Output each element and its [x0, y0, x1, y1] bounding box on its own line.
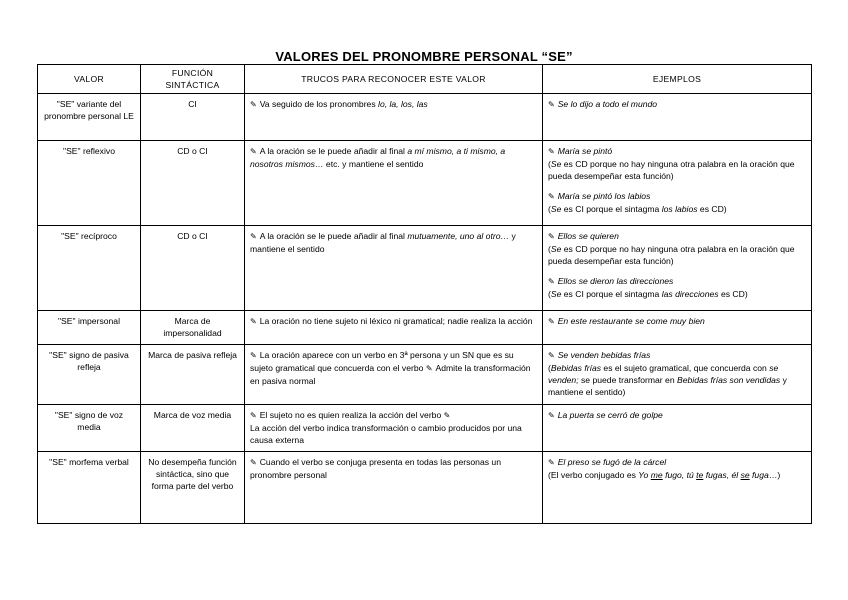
- cell-valor: "SE" signo de pasiva refleja: [38, 345, 141, 405]
- cell-valor: "SE" reflexivo: [38, 141, 141, 226]
- page-title: VALORES DEL PRONOMBRE PERSONAL “SE”: [275, 49, 573, 64]
- cell-funcion: CD o CI: [141, 141, 245, 226]
- header-ejemplos: EJEMPLOS: [543, 65, 812, 94]
- cell-valor: "SE" recíproco: [38, 226, 141, 311]
- cell-ejemplos: ✎ El preso se fugó de la cárcel (El verbo conjugado es Yo me fugo, tú te fugas, él se fuga…): [543, 452, 812, 524]
- cell-valor: "SE" signo de voz media: [38, 405, 141, 452]
- table-row: [38, 345, 812, 405]
- table-row: [38, 141, 812, 226]
- cell-ejemplos: ✎ María se pintó (Se es CD porque no hay ninguna otra palabra en la oración que pueda desempeñar esta función) ✎ María se pintó los labios (Se es CI porque el sintagma los labios es CD): [543, 141, 812, 226]
- cell-ejemplos: ✎ La puerta se cerró de golpe: [543, 405, 812, 452]
- pencil-icon: ✎: [548, 277, 555, 286]
- pencil-icon: ✎: [548, 411, 555, 420]
- cell-valor: "SE" variante del pronombre personal LE: [38, 94, 141, 141]
- pencil-icon: ✎: [250, 232, 257, 241]
- pencil-icon: ✎: [548, 147, 555, 156]
- cell-trucos: ✎ La oración aparece con un verbo en 3ª persona y un SN que es su sujeto gramatical que concuerda con el verbo ✎ Admite la transformación en pasiva normal: [245, 345, 543, 405]
- table-header-row: [38, 65, 812, 94]
- header-valor: VALOR: [38, 65, 141, 94]
- pencil-icon: ✎: [250, 317, 257, 326]
- pencil-icon: ✎: [250, 147, 257, 156]
- table-row: [38, 94, 812, 141]
- pencil-icon: ✎: [425, 364, 433, 373]
- header-trucos: TRUCOS PARA RECONOCER ESTE VALOR: [245, 65, 543, 94]
- pencil-icon: ✎: [443, 411, 451, 420]
- pencil-icon: ✎: [250, 100, 257, 109]
- cell-trucos: ✎ La oración no tiene sujeto ni léxico ni gramatical; nadie realiza la acción: [245, 311, 543, 345]
- cell-valor: "SE" impersonal: [38, 311, 141, 345]
- pencil-icon: ✎: [548, 351, 555, 360]
- cell-ejemplos: ✎ Ellos se quieren (Se es CD porque no hay ninguna otra palabra en la oración que pueda desempeñar esta función) ✎ Ellos se dieron las direcciones (Se es CI porque el sintagma las direcciones es CD): [543, 226, 812, 311]
- cell-ejemplos: ✎ Se lo dijo a todo el mundo: [543, 94, 812, 141]
- table-row: [38, 311, 812, 345]
- cell-funcion: Marca de pasiva refleja: [141, 345, 245, 405]
- pencil-icon: ✎: [250, 411, 257, 420]
- cell-funcion: Marca de impersonalidad: [141, 311, 245, 345]
- pencil-icon: ✎: [548, 458, 555, 467]
- cell-funcion: CD o CI: [141, 226, 245, 311]
- pencil-icon: ✎: [250, 458, 257, 467]
- cell-trucos: ✎ Cuando el verbo se conjuga presenta en todas las personas un pronombre personal: [245, 452, 543, 524]
- cell-funcion: CI: [141, 94, 245, 141]
- cell-trucos: ✎ A la oración se le puede añadir al final a mí mismo, a ti mismo, a nosotros mismos… etc. y mantiene el sentido: [245, 141, 543, 226]
- cell-ejemplos: ✎ En este restaurante se come muy bien: [543, 311, 812, 345]
- header-funcion: FUNCIÓN SINTÁCTICA: [141, 65, 245, 94]
- cell-trucos: ✎ Va seguido de los pronombres lo, la, los, las: [245, 94, 543, 141]
- cell-valor: "SE" morfema verbal: [38, 452, 141, 524]
- pencil-icon: ✎: [548, 100, 555, 109]
- pencil-icon: ✎: [548, 232, 555, 241]
- cell-funcion: Marca de voz media: [141, 405, 245, 452]
- pencil-icon: ✎: [548, 192, 555, 201]
- cell-trucos: ✎ A la oración se le puede añadir al final mutuamente, uno al otro… y mantiene el sentido: [245, 226, 543, 311]
- table-row: [38, 452, 812, 524]
- table-row: [38, 405, 812, 452]
- pencil-icon: ✎: [548, 317, 555, 326]
- table-row: [38, 226, 812, 311]
- cell-funcion: No desempeña función sintáctica, sino que forma parte del verbo: [141, 452, 245, 524]
- cell-ejemplos: ✎ Se venden bebidas frías (Bebidas frías es el sujeto gramatical, que concuerda con se venden; se puede transformar en Bebidas frías son vendidas y mantiene el sentido): [543, 345, 812, 405]
- se-values-table: [37, 64, 812, 524]
- cell-trucos: ✎ El sujeto no es quien realiza la acción del verbo ✎ La acción del verbo indica transformación o cambio producidos por una causa externa: [245, 405, 543, 452]
- pencil-icon: ✎: [250, 351, 257, 360]
